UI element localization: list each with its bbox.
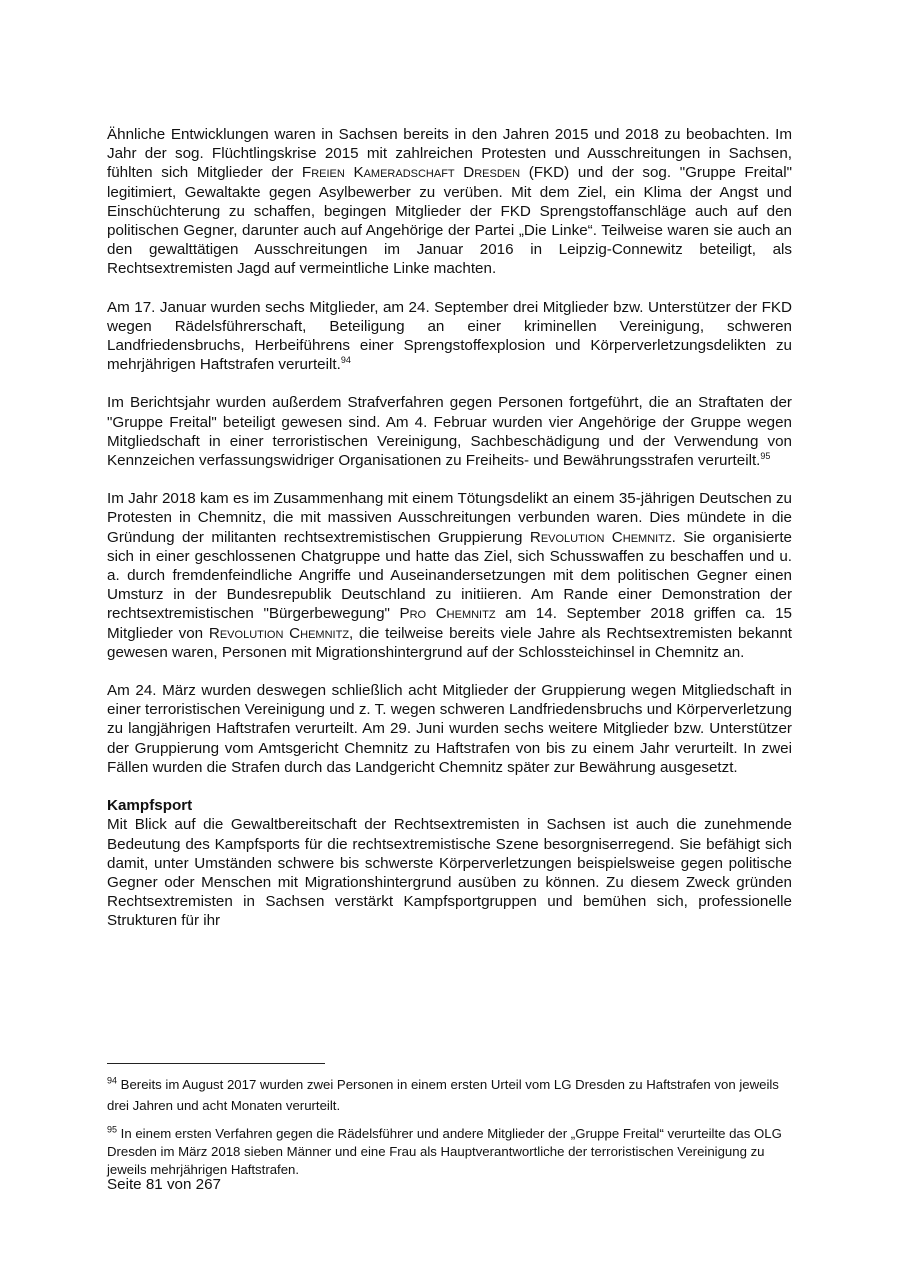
paragraph-fkd-convictions — [107, 298, 792, 375]
org-name-revolution-chemnitz: Revolution Chemnitz — [529, 528, 672, 546]
paragraph-text: Am 17. Januar wurden sechs Mitglieder, am 24. September drei Mitglieder bzw. Unterstützer der FKD wegen Rädelsführerschaft, Beteiligung an einer kriminellen Vereinigung, schweren Landfriedensbruchs, Herbeiführens einer Sprengstoffexplosion und Körperverletzungsdelikten zu mehrjährigen Haftstrafen verurteilt. — [107, 298, 792, 374]
paragraph-saxony-developments — [107, 125, 792, 279]
paragraph-chemnitz-convictions — [107, 681, 792, 777]
paragraph-text: , die teilweise bereits viele Jahre als Rechtsextremisten bekannt gewesen waren, Personen mit Migrationshintergrund auf der Schlossteichinsel in Chemnitz an. — [107, 624, 793, 661]
section-heading: Kampfsport — [107, 797, 193, 815]
paragraph-text: Mit Blick auf die Gewaltbereitschaft der Rechtsextremisten in Sachsen ist auch die zunehmende Bedeutung des Kampfsports für die rechtsextremistische Szene besorgniserregend. Sie befähigt sich damit, unter Umständen schwere bis schwerste Körperverletzungen beispielsweise gegen politische Gegner oder Menschen mit Migrationshintergrund ausüben zu können. Zu diesem Zweck gründen Rechtsextremisten in Sachsen verstärkt Kampfsportgruppen und bemühen sich, professionelle Strukturen für ihr — [107, 816, 792, 930]
paragraph-text: . Sie organisierte sich in einer geschlossenen Chatgruppe und hatte das Ziel, sich Schusswaffen zu beschaffen und u. a. durch fremdenfeindliche Angriffe und Auseinandersetzungen mit dem politischen Gegner einen Umsturz in der Bundesrepublik Deutschland zu initiieren. Am Rande einer Demonstration der rechtsextremistischen "Bürgerbewegung" — [107, 528, 793, 623]
footnote-ref-95[interactable]: 95 — [760, 450, 771, 461]
paragraph-text: Im Jahr 2018 kam es im Zusammenhang mit einem Tötungsdelikt an einem 35-jährigen Deutschen zu Protesten in Chemnitz, die mit massiven Ausschreitungen verbunden waren. Dies mündete in die Gründung der militanten rechtsextremistischen Gruppierung — [107, 490, 792, 546]
paragraph-gruppe-freital — [107, 393, 792, 470]
footnote-separator — [107, 1063, 325, 1064]
org-name-fkd: Freien Kameradschaft Dresden — [301, 164, 521, 182]
footnote-text: In einem ersten Verfahren gegen die Rädelsführer und andere Mitglieder der „Gruppe Freital“ verurteilte das OLG Dresden im März 2018 sieben Männer und eine Frau als Hauptverantwortliche der terroristischen Vereinigung zu jeweils mehrjährigen Haftstrafen. — [107, 1126, 782, 1177]
paragraph-text: Im Berichtsjahr wurden außerdem Strafverfahren gegen Personen fortgeführt, die an Straftaten der "Gruppe Freital" beteiligt gewesen sind. Am 4. Februar wurden vier Angehörige der Gruppe wegen Mitgliedschaft in einer terroristischen Vereinigung, Sachbeschädigung und der Verwendung von Kennzeichen verfassungswidriger Organisationen zu Freiheits- und Bewährungsstrafen verurteilt. — [107, 394, 792, 470]
footnote-ref-94[interactable]: 94 — [340, 355, 351, 366]
page-number: Seite 81 von 267 — [107, 1176, 221, 1193]
paragraph-kampfsport — [107, 796, 792, 930]
org-name-revolution-chemnitz: Revolution Chemnitz — [208, 624, 350, 642]
footnote-94 — [107, 1074, 792, 1116]
org-name-pro-chemnitz: Pro Chemnitz — [399, 605, 496, 623]
paragraph-text: am 14. September 2018 griffen ca. 15 Mitglieder von — [107, 605, 792, 642]
footnote-95 — [107, 1125, 792, 1179]
document-body — [107, 125, 792, 950]
footnote-number: 94 — [107, 1075, 118, 1086]
paragraph-text: (FKD) und der sog. "Gruppe Freital" legitimiert, Gewaltakte gegen Asylbewerber zu verüben. Mit dem Ziel, ein Klima der Angst und Einschüchterung zu schaffen, begingen Mitglieder der FKD Sprengstoffanschläge auch auf den politischen Gegner, darunter auch auf Angehörige der Partei „Die Linke“. Teilweise waren sie auch an den gewalttätigen Ausschreitungen im Januar 2016 in Leipzig-Connewitz beteiligt, als Rechtsextremisten Jagd auf vermeintliche Linke machten. — [107, 164, 792, 278]
paragraph-text: Am 24. März wurden deswegen schließlich acht Mitglieder der Gruppierung wegen Mitgliedschaft in einer terroristischen Vereinigung und z. T. wegen schweren Landfriedensbruchs und Körperverletzung zu langjährigen Haftstrafen verurteilt. Am 29. Juni wurden sechs weitere Mitglieder bzw. Unterstützer der Gruppierung vom Amtsgericht Chemnitz zu Haftstrafen von bis zu einem Jahr verurteilt. In zwei Fällen wurden die Strafen durch das Landgericht Chemnitz später zur Bewährung ausgesetzt. — [107, 682, 792, 776]
paragraph-text: Ähnliche Entwicklungen waren in Sachsen bereits in den Jahren 2015 und 2018 zu beobachten. Im Jahr der sog. Flüchtlingskrise 2015 mit zahlreichen Protesten und Ausschreitungen in Sachsen, fühlten sich Mitglieder der — [107, 126, 792, 182]
footnote-text: Bereits im August 2017 wurden zwei Personen in einem ersten Urteil vom LG Dresden zu Haftstrafen von jeweils drei Jahren und acht Monaten verurteilt. — [107, 1077, 779, 1113]
footnote-number: 95 — [107, 1124, 118, 1135]
paragraph-revolution-chemnitz — [107, 489, 792, 662]
